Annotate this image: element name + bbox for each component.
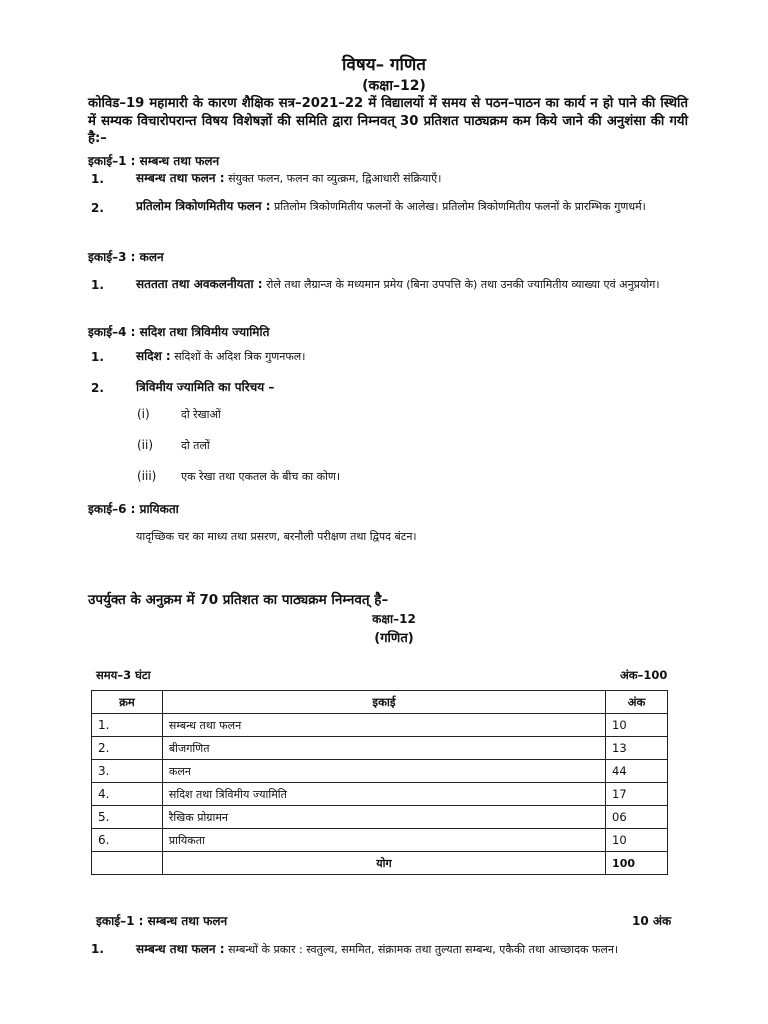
header-unit: इकाई [162, 691, 605, 714]
unit4-item2-number: 2. [91, 381, 104, 395]
unit6-heading: इकाई–6 : प्रायिकता [88, 502, 179, 516]
row-serial: 3. [92, 760, 163, 783]
total-blank-cell [92, 852, 163, 875]
row-unit: रैखिक प्रोग्रामन [162, 806, 605, 829]
table-row [92, 806, 668, 829]
subject-title: विषय– गणित [342, 55, 426, 75]
unit4-item2 [136, 379, 274, 396]
row-serial: 2. [92, 737, 163, 760]
unit4-sub3-numeral: (iii) [137, 469, 157, 483]
row-marks: 44 [606, 760, 668, 783]
table-row [92, 760, 668, 783]
table-row [92, 829, 668, 852]
unit1-item1 [136, 170, 441, 187]
row-marks: 06 [606, 806, 668, 829]
detail-unit-marks: 10 अंक [632, 914, 672, 928]
row-marks: 13 [606, 737, 668, 760]
intro-paragraph: कोविड–19 महामारी के कारण शैक्षिक सत्र–2021–22 में विद्यालयों में समय से पठन–पाठन का कार्य न हो पाने की स्थिति में सम्यक विचारोपरान्त विषय विशेषज्ञों की समिति द्वारा निम्नवत् 30 प्रतिशत पाठ्यक्रम कम किये जाने की अनुशंसा की गयी है:– [88, 96, 688, 146]
unit4-sub3-text: एक रेखा तथा एकतल के बीच का कोण। [181, 470, 341, 483]
unit1-item1-text: संयुक्त फलन, फलन का व्युत्क्रम, द्विआधारी संक्रियाएँ। [228, 172, 442, 185]
row-unit: सम्बन्ध तथा फलन [162, 714, 605, 737]
unit1-heading: इकाई–1 : सम्बन्ध तथा फलन [88, 154, 220, 168]
unit4-item1-title: सदिश : [136, 349, 171, 363]
header-serial: क्रम [92, 691, 163, 714]
row-unit: प्रायिकता [162, 829, 605, 852]
class-title: (कक्षा–12) [362, 78, 426, 94]
unit1-item1-title: सम्बन्ध तथा फलन : [136, 171, 225, 185]
table-row [92, 714, 668, 737]
unit4-item1 [136, 348, 305, 365]
detail-unit-heading: इकाई–1 : सम्बन्ध तथा फलन [96, 914, 228, 928]
table-row [92, 783, 668, 806]
detail-item-number: 1. [91, 942, 104, 956]
unit3-heading: इकाई–3 : कलन [88, 250, 164, 264]
unit4-item1-number: 1. [91, 350, 104, 364]
detail-item-title: सम्बन्ध तथा फलन : [136, 942, 225, 956]
syllabus-heading: उपर्युक्त के अनुक्रम में 70 प्रतिशत का पाठ्यक्रम निम्नवत् है– [88, 592, 389, 608]
unit4-item1-text: सदिशों के अदिश त्रिक गुणनफल। [174, 350, 306, 363]
unit3-item1-number: 1. [91, 278, 104, 292]
unit1-item2-title: प्रतिलोम त्रिकोणमितीय फलन : [136, 199, 271, 213]
unit1-item2-text: प्रतिलोम त्रिकोणमितीय फलनों के आलेख। प्रतिलोम त्रिकोणमितीय फलनों के प्रारम्भिक गुणधर्म। [274, 200, 646, 213]
total-label: योग [162, 852, 605, 875]
unit4-sub1-text: दो रेखाओं [181, 408, 221, 421]
unit4-heading: इकाई–4 : सदिश तथा त्रिविमीय ज्यामिति [88, 325, 270, 339]
detail-item [136, 940, 618, 957]
syllabus-class: कक्षा–12 [372, 612, 416, 626]
unit4-sub1-numeral: (i) [137, 407, 150, 421]
table-total-row [92, 852, 668, 875]
row-unit: बीजगणित [162, 737, 605, 760]
row-unit: सदिश तथा त्रिविमीय ज्यामिति [162, 783, 605, 806]
row-serial: 6. [92, 829, 163, 852]
unit4-sub2-numeral: (ii) [137, 438, 154, 452]
table-header-row [92, 691, 668, 714]
table-row [92, 737, 668, 760]
row-unit: कलन [162, 760, 605, 783]
row-marks: 10 [606, 829, 668, 852]
detail-item-text: सम्बन्धों के प्रकार : स्वतुल्य, सममित, संक्रामक तथा तुल्यता सम्बन्ध, एकैकी तथा आच्छादक फलन। [228, 943, 619, 956]
header-marks: अंक [606, 691, 668, 714]
row-serial: 4. [92, 783, 163, 806]
unit6-text: यादृच्छिक चर का माध्य तथा प्रसरण, बरनौली परीक्षण तथा द्विपद बंटन। [136, 530, 417, 543]
syllabus-subject: (गणित) [374, 631, 414, 646]
syllabus-table [91, 690, 668, 875]
unit3-item1-text: रोले तथा लैग्रान्ज के मध्यमान प्रमेय (बिना उपपत्ति के) तथा उनकी ज्यामितीय व्याख्या एवं अनुप्रयोग। [266, 278, 660, 291]
unit1-item1-number: 1. [91, 172, 104, 186]
unit4-item2-title: त्रिविमीय ज्यामिति का परिचय – [136, 380, 275, 394]
exam-duration: समय–3 घंटा [96, 668, 151, 682]
unit3-item1-title: सततता तथा अवकलनीयता : [136, 277, 263, 291]
row-marks: 17 [606, 783, 668, 806]
unit1-item2-number: 2. [91, 201, 104, 215]
row-serial: 5. [92, 806, 163, 829]
unit3-item1 [136, 276, 679, 293]
row-serial: 1. [92, 714, 163, 737]
unit4-sub2-text: दो तलों [181, 439, 210, 452]
unit1-item2 [136, 198, 679, 215]
total-value: 100 [606, 852, 668, 875]
row-marks: 10 [606, 714, 668, 737]
max-marks: अंक–100 [620, 668, 668, 682]
